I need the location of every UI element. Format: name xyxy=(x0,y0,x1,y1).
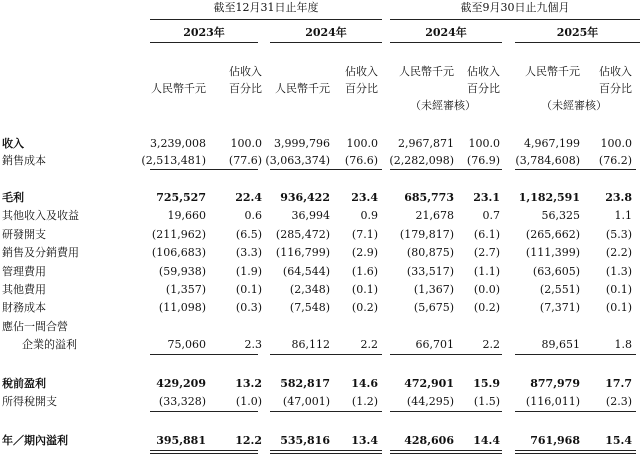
amount-cell: (211,962) xyxy=(151,228,206,241)
row-label: 其他收入及收益 xyxy=(2,209,79,222)
table-rule xyxy=(270,169,382,170)
percent-cell: 100.0 xyxy=(346,137,378,150)
percent-cell: 0.9 xyxy=(360,209,378,222)
amount-cell: (7,548) xyxy=(289,301,330,314)
amount-cell: 685,773 xyxy=(404,191,454,204)
header-rule xyxy=(390,19,640,20)
amount-cell: (2,348) xyxy=(289,283,330,296)
table-rule xyxy=(270,411,382,412)
row-label: 財務成本 xyxy=(2,301,46,314)
percent-cell: 22.4 xyxy=(235,191,262,204)
amount-cell: 472,901 xyxy=(404,377,454,390)
percent-cell: (1.6) xyxy=(351,265,378,278)
amount-cell: 21,678 xyxy=(415,209,454,222)
table-rule xyxy=(270,453,382,454)
row-label: 年／期內溢利 xyxy=(2,434,68,447)
amount-cell: (80,875) xyxy=(406,246,454,259)
row-label: 銷售成本 xyxy=(2,154,46,167)
amount-cell: 761,968 xyxy=(530,434,580,447)
percent-cell: 1.8 xyxy=(614,338,632,351)
amount-cell: (5,675) xyxy=(413,301,454,314)
pct-header: 佔收入 xyxy=(345,65,378,78)
year-header: 2024年 xyxy=(305,26,347,39)
amount-cell: 877,979 xyxy=(530,377,580,390)
row-label: 所得稅開支 xyxy=(2,395,57,408)
amount-cell: 936,422 xyxy=(280,191,330,204)
percent-cell: (1.3) xyxy=(605,265,632,278)
amount-cell: 56,325 xyxy=(541,209,580,222)
percent-cell: 23.8 xyxy=(605,191,632,204)
pct-header: 佔收入 xyxy=(467,65,500,78)
percent-cell: 23.1 xyxy=(473,191,500,204)
header-rule xyxy=(150,19,382,20)
amount-cell: (47,001) xyxy=(282,395,330,408)
year-rule xyxy=(390,42,502,43)
amount-cell: 725,527 xyxy=(156,191,206,204)
percent-cell: (2.9) xyxy=(351,246,378,259)
percent-cell: (0.2) xyxy=(351,301,378,314)
amount-cell: (33,517) xyxy=(406,265,454,278)
percent-cell: 23.4 xyxy=(351,191,378,204)
unit-header: 人民幣千元 xyxy=(399,65,454,78)
percent-cell: (0.0) xyxy=(473,283,500,296)
table-rule xyxy=(150,169,258,170)
percent-cell: (1.0) xyxy=(235,395,262,408)
table-rule xyxy=(390,453,502,454)
amount-cell: (2,551) xyxy=(539,283,580,296)
amount-cell: 429,209 xyxy=(156,377,206,390)
table-rule xyxy=(515,169,636,170)
amount-cell: 3,239,008 xyxy=(150,137,206,150)
row-label: 稅前盈利 xyxy=(2,377,46,390)
amount-cell: (63,605) xyxy=(532,265,580,278)
amount-cell: (179,817) xyxy=(399,228,454,241)
year-header: 2025年 xyxy=(556,26,599,39)
row-label: 其他費用 xyxy=(2,283,46,296)
table-rule xyxy=(270,450,382,451)
percent-cell: 13.2 xyxy=(235,377,262,390)
pct-header: 百分比 xyxy=(229,82,262,95)
amount-cell: 75,060 xyxy=(167,338,206,351)
amount-cell: (2,513,481) xyxy=(141,154,206,167)
amount-cell: (2,282,098) xyxy=(389,154,454,167)
percent-cell: 1.1 xyxy=(614,209,632,222)
table-rule xyxy=(150,411,258,412)
period-header-year: 截至12月31日止年度 xyxy=(213,1,319,14)
row-label: 企業的溢利 xyxy=(22,338,77,351)
percent-cell: (76.6) xyxy=(344,154,378,167)
row-label: 研發開支 xyxy=(2,228,46,241)
pct-header: 百分比 xyxy=(599,82,632,95)
table-rule xyxy=(150,354,258,355)
amount-cell: (33,328) xyxy=(158,395,206,408)
unaudited-label: （未經審核） xyxy=(410,99,476,112)
amount-cell: (11,098) xyxy=(158,301,206,314)
table-rule xyxy=(515,450,636,451)
amount-cell: 19,660 xyxy=(167,209,206,222)
amount-cell: (1,357) xyxy=(165,283,206,296)
unit-header: 人民幣千元 xyxy=(151,82,206,95)
percent-cell: 14.6 xyxy=(351,377,378,390)
table-rule xyxy=(150,450,258,451)
percent-cell: (1.2) xyxy=(351,395,378,408)
row-label: 收入 xyxy=(2,137,24,150)
amount-cell: (3,063,374) xyxy=(265,154,330,167)
percent-cell: (2.7) xyxy=(473,246,500,259)
percent-cell: 15.4 xyxy=(605,434,632,447)
table-rule xyxy=(515,411,636,412)
percent-cell: 0.7 xyxy=(482,209,500,222)
percent-cell: (77.6) xyxy=(228,154,262,167)
amount-cell: 582,817 xyxy=(280,377,330,390)
amount-cell: (111,399) xyxy=(525,246,580,259)
percent-cell: (6.1) xyxy=(473,228,500,241)
table-rule xyxy=(515,453,636,454)
amount-cell: 535,816 xyxy=(280,434,330,447)
amount-cell: 4,967,199 xyxy=(524,137,580,150)
row-label: 應佔一間合營 xyxy=(2,320,68,333)
percent-cell: 13.4 xyxy=(351,434,378,447)
pct-header: 百分比 xyxy=(467,82,500,95)
table-rule xyxy=(150,453,258,454)
percent-cell: (2.2) xyxy=(605,246,632,259)
percent-cell: (6.5) xyxy=(235,228,262,241)
amount-cell: 428,606 xyxy=(404,434,454,447)
percent-cell: (0.3) xyxy=(235,301,262,314)
percent-cell: (0.2) xyxy=(473,301,500,314)
percent-cell: (76.9) xyxy=(466,154,500,167)
percent-cell: (0.1) xyxy=(235,283,262,296)
percent-cell: 2.2 xyxy=(482,338,500,351)
amount-cell: (59,938) xyxy=(158,265,206,278)
amount-cell: 66,701 xyxy=(415,338,454,351)
percent-cell: 14.4 xyxy=(473,434,500,447)
percent-cell: (0.1) xyxy=(605,301,632,314)
percent-cell: 12.2 xyxy=(235,434,262,447)
percent-cell: (5.3) xyxy=(605,228,632,241)
table-rule xyxy=(270,354,382,355)
pct-header: 佔收入 xyxy=(599,65,632,78)
year-header: 2024年 xyxy=(425,26,467,39)
year-rule xyxy=(150,42,258,43)
amount-cell: 1,182,591 xyxy=(518,191,580,204)
percent-cell: 2.2 xyxy=(360,338,378,351)
amount-cell: 86,112 xyxy=(291,338,330,351)
amount-cell: (106,683) xyxy=(151,246,206,259)
percent-cell: (7.1) xyxy=(351,228,378,241)
percent-cell: (1.5) xyxy=(473,395,500,408)
amount-cell: 89,651 xyxy=(541,338,580,351)
table-rule xyxy=(390,169,502,170)
percent-cell: (1.9) xyxy=(235,265,262,278)
amount-cell: 2,967,871 xyxy=(398,137,454,150)
amount-cell: 395,881 xyxy=(156,434,206,447)
row-label: 銷售及分銷費用 xyxy=(2,246,79,259)
row-label: 毛利 xyxy=(2,191,24,204)
percent-cell: 100.0 xyxy=(230,137,262,150)
table-rule xyxy=(390,354,502,355)
percent-cell: (3.3) xyxy=(235,246,262,259)
percent-cell: 100.0 xyxy=(468,137,500,150)
percent-cell: (2.3) xyxy=(605,395,632,408)
table-rule xyxy=(390,450,502,451)
amount-cell: (44,295) xyxy=(406,395,454,408)
amount-cell: (7,371) xyxy=(539,301,580,314)
amount-cell: (265,662) xyxy=(525,228,580,241)
unit-header: 人民幣千元 xyxy=(275,82,330,95)
percent-cell: 0.6 xyxy=(244,209,262,222)
pct-header: 佔收入 xyxy=(229,65,262,78)
amount-cell: 36,994 xyxy=(291,209,330,222)
year-header: 2023年 xyxy=(183,26,225,39)
percent-cell: (0.1) xyxy=(605,283,632,296)
period-header-nine-months: 截至9月30日止九個月 xyxy=(460,1,570,14)
percent-cell: (1.1) xyxy=(473,265,500,278)
amount-cell: (1,367) xyxy=(413,283,454,296)
amount-cell: (64,544) xyxy=(282,265,330,278)
table-rule xyxy=(390,411,502,412)
year-rule xyxy=(515,42,640,43)
percent-cell: 17.7 xyxy=(605,377,632,390)
amount-cell: (285,472) xyxy=(275,228,330,241)
amount-cell: (116,011) xyxy=(525,395,580,408)
year-rule xyxy=(270,42,382,43)
percent-cell: 100.0 xyxy=(600,137,632,150)
amount-cell: (3,784,608) xyxy=(515,154,580,167)
pct-header: 百分比 xyxy=(345,82,378,95)
row-label: 管理費用 xyxy=(2,265,46,278)
percent-cell: (0.1) xyxy=(351,283,378,296)
unaudited-label: （未經審核） xyxy=(541,99,607,112)
percent-cell: 2.3 xyxy=(244,338,262,351)
unit-header: 人民幣千元 xyxy=(525,65,580,78)
amount-cell: (116,799) xyxy=(275,246,330,259)
amount-cell: 3,999,796 xyxy=(274,137,330,150)
table-rule xyxy=(515,354,636,355)
percent-cell: (76.2) xyxy=(598,154,632,167)
percent-cell: 15.9 xyxy=(473,377,500,390)
